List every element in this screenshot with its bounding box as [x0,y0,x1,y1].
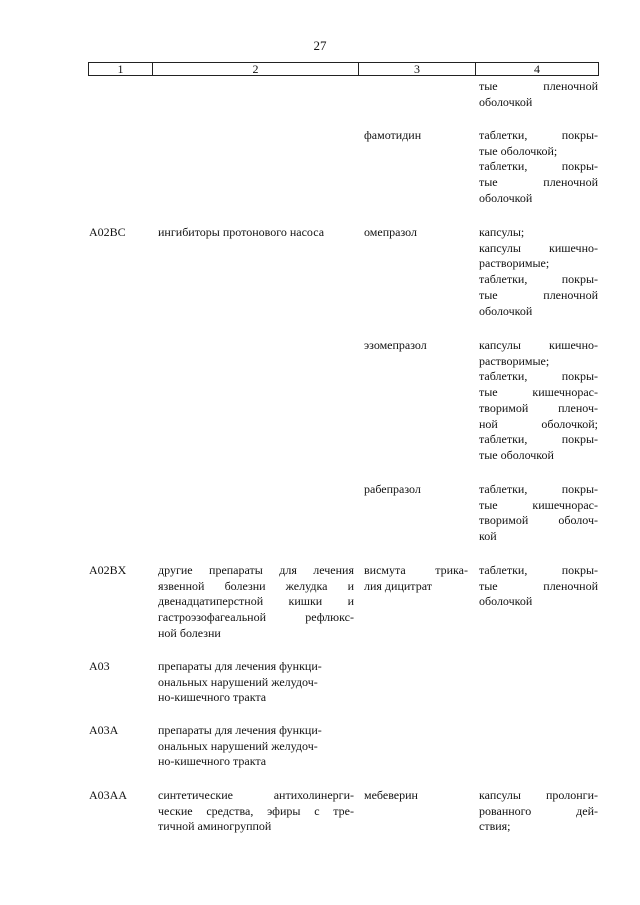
atc-group-name-line: ональных нарушений желудоч- [158,674,318,689]
form-text-line [479,353,549,369]
word: ческие [158,803,193,818]
atc-group-name-line [158,787,354,803]
word: кишечнорас- [532,497,598,512]
word: гастроэзофагеальной [158,610,267,625]
form-text-line [479,271,598,287]
atc-code: A02BX [89,563,127,577]
form-text-line [479,78,598,94]
word: желудка [285,578,328,593]
word: покры- [561,482,598,496]
word: покры- [561,128,598,142]
word: оболочкой [479,594,533,609]
column-header-row [88,62,599,76]
word: тые [479,79,498,93]
drug-name: эзомепразол [364,338,427,352]
word: капсулы [479,338,521,352]
form-text-line [479,255,549,271]
word: творимой [479,513,529,528]
form-text-line [479,158,598,174]
column-header-4: 4 [476,63,599,76]
word: покры- [561,159,598,174]
drug-name: омепразол [364,225,417,239]
word: дей- [576,803,598,818]
column-header-3: 3 [359,63,476,76]
form-text-line [479,240,598,256]
form-text-line [479,431,598,447]
form-text-line [479,127,598,143]
word: ной болезни [158,625,221,640]
word: и [347,578,354,593]
atc-group-name-line: препараты для лечения функци- [158,723,322,737]
drug-name-line [364,562,468,578]
atc-group-name: ингибиторы протонового насоса [158,225,325,239]
atc-group-name-line [158,818,271,834]
word: трика- [435,563,468,577]
word: и [347,594,354,609]
word: кишечно- [549,338,598,352]
word: капсулы [479,788,521,802]
form-text-line [479,94,532,110]
word: эфиры [267,803,301,818]
word: таблетки, [479,159,528,174]
form-text-line [479,337,598,353]
word: кой [479,529,497,544]
word: оболочкой [479,303,533,318]
word: ствия; [479,819,511,834]
drug-name: мебеверин [364,788,418,802]
form-text-line [479,174,598,190]
word: тые оболочкой [479,447,554,462]
word: кишки [288,594,323,609]
word: растворимые; [479,256,550,271]
word: тые оболочкой; [479,143,558,158]
atc-code: A03A [89,723,119,737]
form-text-line [479,400,598,416]
form-text-line [479,512,598,528]
word: препараты [209,563,263,577]
atc-group-name-line [158,803,354,819]
word: тре- [333,803,354,818]
word: лечения [313,563,354,577]
word: тые [479,175,498,190]
word: пролонги- [545,788,598,802]
atc-group-name-line: препараты для лечения функци- [158,659,322,673]
word: ной [479,416,498,431]
atc-code: A03AA [89,788,127,802]
word: рефлюкс- [305,610,354,625]
word: для [279,563,297,577]
atc-group-name-line [158,625,221,641]
word: антихолинерги- [273,788,354,802]
form-text-line [479,578,598,594]
atc-code: A02BC [89,225,126,239]
drug-name: рабепразол [364,482,421,496]
form-text-line [479,593,532,609]
form-text-line [479,303,532,319]
form-text-line [479,447,554,463]
column-header-1: 1 [89,63,153,76]
word: средства, [206,803,254,818]
form-text-line [479,481,598,497]
column-header-2: 2 [153,63,359,76]
form-text-line [479,818,511,834]
word: пленоч- [558,400,598,415]
word: оболочкой; [541,416,598,431]
word: двенадцатиперстной [158,594,264,609]
word: тые [479,578,498,593]
word: рованного [479,803,532,818]
word: с [314,803,320,818]
atc-group-name-line [158,593,354,609]
word: язвенной [158,578,205,593]
form-text-line [479,143,557,159]
atc-group-name-line: но-кишечного тракта [158,754,267,769]
word: покры- [561,369,598,384]
word: оболочкой [479,190,533,205]
word: тые [479,287,498,302]
word: висмута [364,563,406,577]
form-text-line [479,368,598,384]
word: другие [158,563,193,577]
word: оболоч- [558,513,598,528]
drug-name-line [364,578,432,594]
word: пленочной [543,287,598,302]
page-number: 27 [313,38,327,53]
word: кишечно- [549,240,598,255]
form-text-line [479,416,598,432]
word: покры- [561,432,598,447]
form-text-line [479,190,532,206]
word: покры- [561,272,598,287]
word: таблетки, [479,563,528,577]
atc-group-name-line: но-кишечного тракта [158,690,267,705]
word: таблетки, [479,432,528,447]
atc-code: A03 [89,659,110,673]
atc-group-name-line [158,609,354,625]
word: пленочной [543,175,598,190]
word: болезни [224,578,266,593]
word: пленочной [543,578,598,593]
word: капсулы; [479,225,525,239]
atc-group-name-line: ональных нарушений желудоч- [158,738,318,753]
word: творимой [479,400,529,415]
word: кишечнорас- [532,385,598,400]
word: таблетки, [479,482,528,496]
form-text-line [479,224,524,240]
word: таблетки, [479,128,528,142]
word: лия дицитрат [364,578,432,593]
drug-name: фамотидин [364,128,422,142]
word: оболочкой [479,94,533,109]
word: тые [479,385,498,400]
word: таблетки, [479,369,528,384]
atc-group-name-line [158,562,354,578]
form-text-line [479,803,598,819]
word: растворимые; [479,353,550,368]
atc-group-name-line [158,578,354,594]
word: капсулы [479,240,521,255]
form-text-line [479,384,598,400]
word: пленочной [543,79,598,93]
form-text-line [479,787,598,803]
word: тичной аминогруппой [158,819,272,834]
word: покры- [561,563,598,577]
form-text-line [479,528,497,544]
word: тые [479,497,498,512]
form-text-line [479,497,598,513]
word: синтетические [158,788,233,802]
form-text-line [479,287,598,303]
word: таблетки, [479,272,528,287]
form-text-line [479,562,598,578]
